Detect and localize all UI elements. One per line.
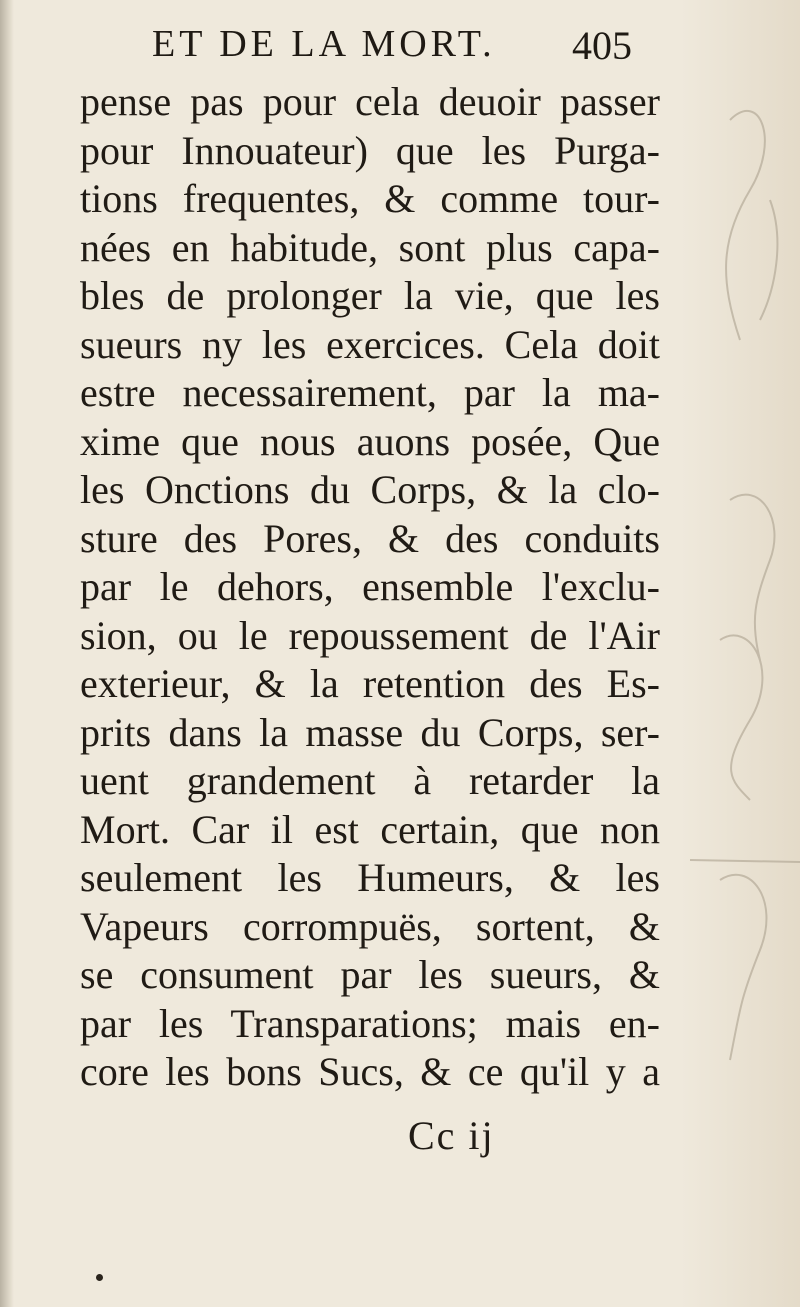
body-text: [80, 78, 660, 1097]
text-line: prits dans la masse du Corps, ser-: [80, 709, 660, 755]
text-line: tions frequentes, & comme tour-: [80, 176, 660, 221]
text-line: se consument par les sueurs, &: [80, 952, 660, 997]
show-through-glyph-4: [720, 635, 762, 800]
show-through-glyph-5: [720, 875, 766, 1060]
show-through-marks: [690, 80, 800, 1080]
text-line: uent grandement à retarder la: [80, 758, 660, 803]
page-number: 405: [572, 23, 632, 68]
text-line: par les Transparations; mais en-: [80, 1000, 660, 1046]
text-line: core les bons Sucs, & ce qu'il y a: [80, 1049, 660, 1094]
text-line: par le dehors, ensemble l'exclu-: [80, 564, 660, 609]
text-line: exterieur, & la retention des Es-: [80, 661, 660, 706]
text-line: xime que nous auons posée, Que: [80, 418, 660, 464]
text-line: nées en habitude, sont plus capa-: [80, 224, 660, 270]
show-through-rule: [690, 860, 800, 862]
text-line: Vapeurs corrompuës, sortent, &: [80, 903, 660, 949]
show-through-glyph-1: [726, 111, 765, 340]
show-through-glyph-2: [760, 200, 777, 320]
text-line: bles de prolonger la vie, que les: [80, 273, 660, 318]
text-line: seulement les Humeurs, & les: [80, 855, 660, 900]
text-line: sueurs ny les exercices. Cela doit: [80, 321, 660, 367]
text-line: estre necessairement, par la ma-: [80, 370, 660, 415]
running-head: ET DE LA MORT.: [152, 23, 496, 65]
text-line: sture des Pores, & des conduits: [80, 515, 660, 561]
ink-speck: [96, 1274, 103, 1281]
text-line: pour Innouateur) que les Purga-: [80, 127, 660, 173]
text-line: Mort. Car il est certain, que non: [80, 806, 660, 852]
binding-shadow: [0, 0, 14, 1307]
text-line: sion, ou le repoussement de l'Air: [80, 612, 660, 658]
text-line: pense pas pour cela deuoir passer: [80, 79, 660, 124]
text-line: les Onctions du Corps, & la clo-: [80, 467, 660, 512]
signature-mark: Cc ij: [408, 1113, 495, 1158]
